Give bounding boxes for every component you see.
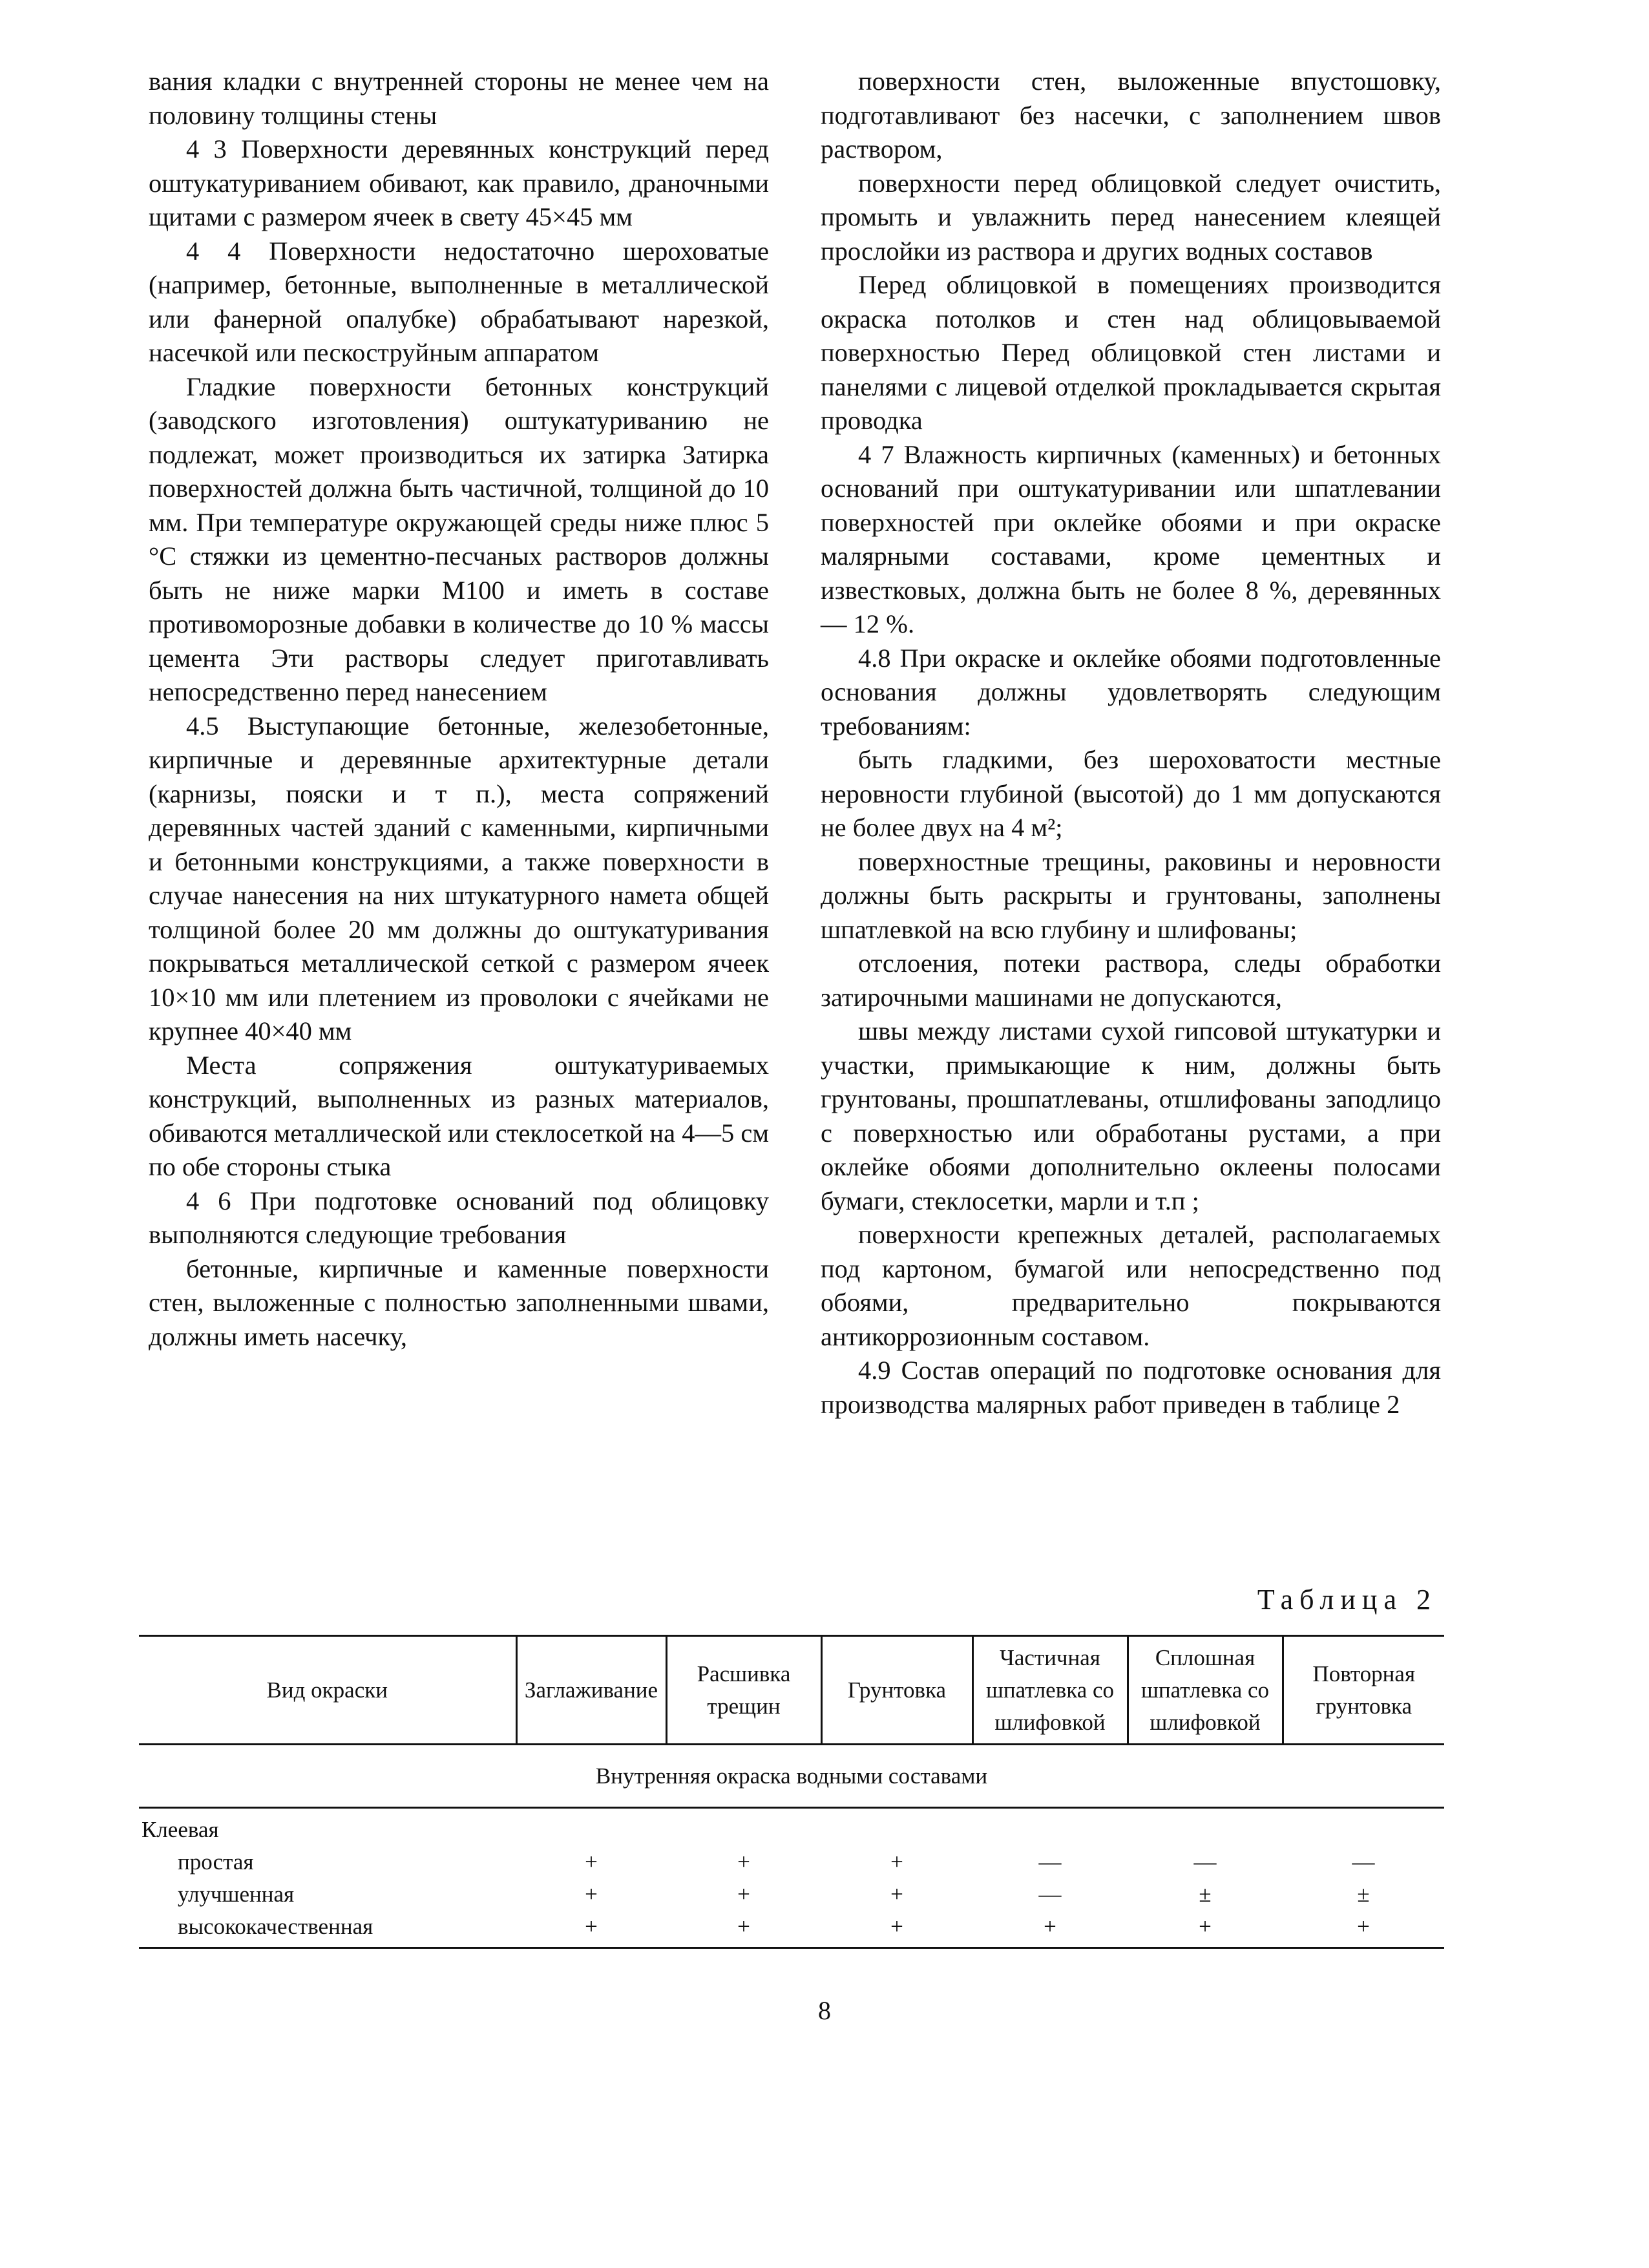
column-header: Вид окраски xyxy=(139,1636,516,1745)
paragraph: Места сопряжения оштукатуриваемых конструкций, выполненных из разных материалов, обиваются металлической или стеклосеткой на 4—5 см по обе стороны стыка xyxy=(149,1050,769,1181)
table-header-row xyxy=(139,1636,1444,1745)
paragraph: бетонные, кирпичные и каменные поверхности стен, выложенные с полностью заполненными швами, должны иметь насечку, xyxy=(149,1254,769,1351)
row-label: простая xyxy=(178,1849,254,1874)
paragraph: швы между листами сухой гипсовой штукатурки и участки, примыкающие к ним, должны быть грунтованы, прошпатлеваны, отшлифованы заподлицо с поверхностью или обработаны рустами, а при оклейке обоями дополнительно оклеены полосами бумаги, стеклосетки, марли и т.п ; xyxy=(821,1016,1441,1215)
paragraph: 4.5 Выступающие бетонные, железобетонные, кирпичные и деревянные архитектурные детали (карнизы, пояски и т п.), места сопряжений деревянных частей зданий с каменными, кирпичными и бетонными конструкциями, а также поверхности в случае нанесения на них штукатурного намета общей толщиной более 20 мм должны до оштукатуривания покрываться металлической сеткой с размером ячеек 10×10 мм или плетением из проволоки с ячейками не крупнее 40×40 мм xyxy=(149,711,769,1045)
paragraph: 4 3 Поверхности деревянных конструкций перед оштукатуриванием обивают, как правило, драночными щитами с размером ячеек в свету 45×45 мм xyxy=(149,134,769,231)
table-cell: + xyxy=(737,1882,750,1907)
table-cell: + xyxy=(1283,1911,1444,1948)
column-header: Расшивка трещин xyxy=(666,1636,821,1745)
paint-operations-table xyxy=(139,1635,1444,1949)
column-header: Заглаживание xyxy=(516,1636,666,1745)
table-cell: + xyxy=(585,1849,598,1874)
paragraph: поверхностные трещины, раковины и неровности должны быть раскрыты и грунтованы, заполнены шпатлевкой на всю глубину и шлифованы; xyxy=(821,846,1441,944)
paragraph: поверхности стен, выложенные впустошовку, подготавливают без насечки, с заполнением швов раствором, xyxy=(821,67,1441,163)
paragraph: 4.8 При окраске и оклейке обоями подготовленные основания должны удовлетворять следующим требованиям: xyxy=(821,643,1441,740)
paragraph: Перед облицовкой в помещениях производится окраска потолков и стен над облицовываемой поверхностью Перед облицовкой стен листами и панелями с лицевой отделкой прокладывается скрытая проводка xyxy=(821,270,1441,435)
column-header: Сплошная шпатлевка со шлифовкой xyxy=(1128,1636,1283,1745)
table-cell: + xyxy=(972,1911,1128,1948)
paragraph: 4 6 При подготовке оснований под облицовку выполняются следующие требования xyxy=(149,1186,769,1249)
row-label: улучшенная xyxy=(178,1882,295,1907)
paragraph: 4.9 Состав операций по подготовке основания для производства малярных работ приведен в таблице 2 xyxy=(821,1356,1441,1419)
table-cell: + xyxy=(666,1911,821,1948)
column-header: Грунтовка xyxy=(821,1636,972,1745)
table-caption: Таблица 2 xyxy=(1257,1584,1437,1615)
paragraph: вания кладки с внутренней стороны не менее чем на половину толщины стены xyxy=(149,67,769,130)
left-text-column xyxy=(149,65,769,1354)
paragraph: быть гладкими, без шероховатости местные неровности глубиной (высотой) до 1 мм допускаются не более двух на 4 м²; xyxy=(821,745,1441,842)
right-text-column xyxy=(821,65,1441,1422)
table-row xyxy=(139,1911,1444,1948)
table-cell: + xyxy=(890,1882,903,1907)
paragraph: 4 4 Поверхности недостаточно шероховатые (например, бетонные, выполненные в металлической или фанерной опалубке) обрабатывают нарезкой, насечкой или пескоструйным аппаратом xyxy=(149,236,769,367)
table-cell: — xyxy=(1352,1849,1375,1874)
paragraph: 4 7 Влажность кирпичных (каменных) и бетонных оснований при оштукатуривании или шпатлевании поверхностей при оклейке обоями и при окраске малярными составами, кроме цементных и известковых, должна быть не более 8 %, деревянных — 12 %. xyxy=(821,439,1441,638)
paragraph: поверхности крепежных деталей, располагаемых под картоном, бумагой или непосредственно под обоями, предварительно покрываются антикоррозионным составом. xyxy=(821,1220,1441,1351)
table-cell: + xyxy=(890,1849,903,1874)
group-row xyxy=(139,1808,1444,1847)
table-row xyxy=(139,1846,1444,1878)
paragraph: Гладкие поверхности бетонных конструкций (заводского изготовления) оштукатуриванию не подлежат, может производиться их затирка Затирка поверхностей должна быть частичной, толщиной до 10 мм. При температуре окружающей среды ниже плюс 5 °С стяжки из цементно-песчаных растворов должны быть не ниже марки М100 и иметь в составе противоморозные добавки в количестве до 10 % массы цемента Эти растворы следует приготавливать непосредственно перед нанесением xyxy=(149,372,769,706)
column-header: Частичная шпатлевка со шлифовкой xyxy=(972,1636,1128,1745)
paragraph: поверхности перед облицовкой следует очистить, промыть и увлажнить перед нанесением клеящей прослойки из раствора и других водных составов xyxy=(821,168,1441,266)
table-cell: — xyxy=(1193,1849,1217,1874)
table-cell: + xyxy=(1128,1911,1283,1948)
table-cell: + xyxy=(737,1849,750,1874)
table-cell: ± xyxy=(1357,1882,1370,1907)
paragraph: отслоения, потеки раствора, следы обработки затирочными машинами не допускаются, xyxy=(821,949,1441,1012)
table-row xyxy=(139,1878,1444,1911)
section-row xyxy=(139,1745,1444,1808)
section-title: Внутренняя окраска водными составами xyxy=(139,1745,1444,1808)
table-cell: ± xyxy=(1199,1882,1212,1907)
table-cell: + xyxy=(821,1911,972,1948)
table-cell: — xyxy=(1038,1882,1062,1907)
column-header: Повторная грунтовка xyxy=(1283,1636,1444,1745)
page-number: 8 xyxy=(818,1996,831,2025)
table-cell: + xyxy=(585,1882,598,1907)
group-title: Клеевая xyxy=(142,1817,219,1842)
row-label: высококачественная xyxy=(139,1911,516,1948)
table-cell: — xyxy=(1038,1849,1062,1874)
table-cell: + xyxy=(516,1911,666,1948)
